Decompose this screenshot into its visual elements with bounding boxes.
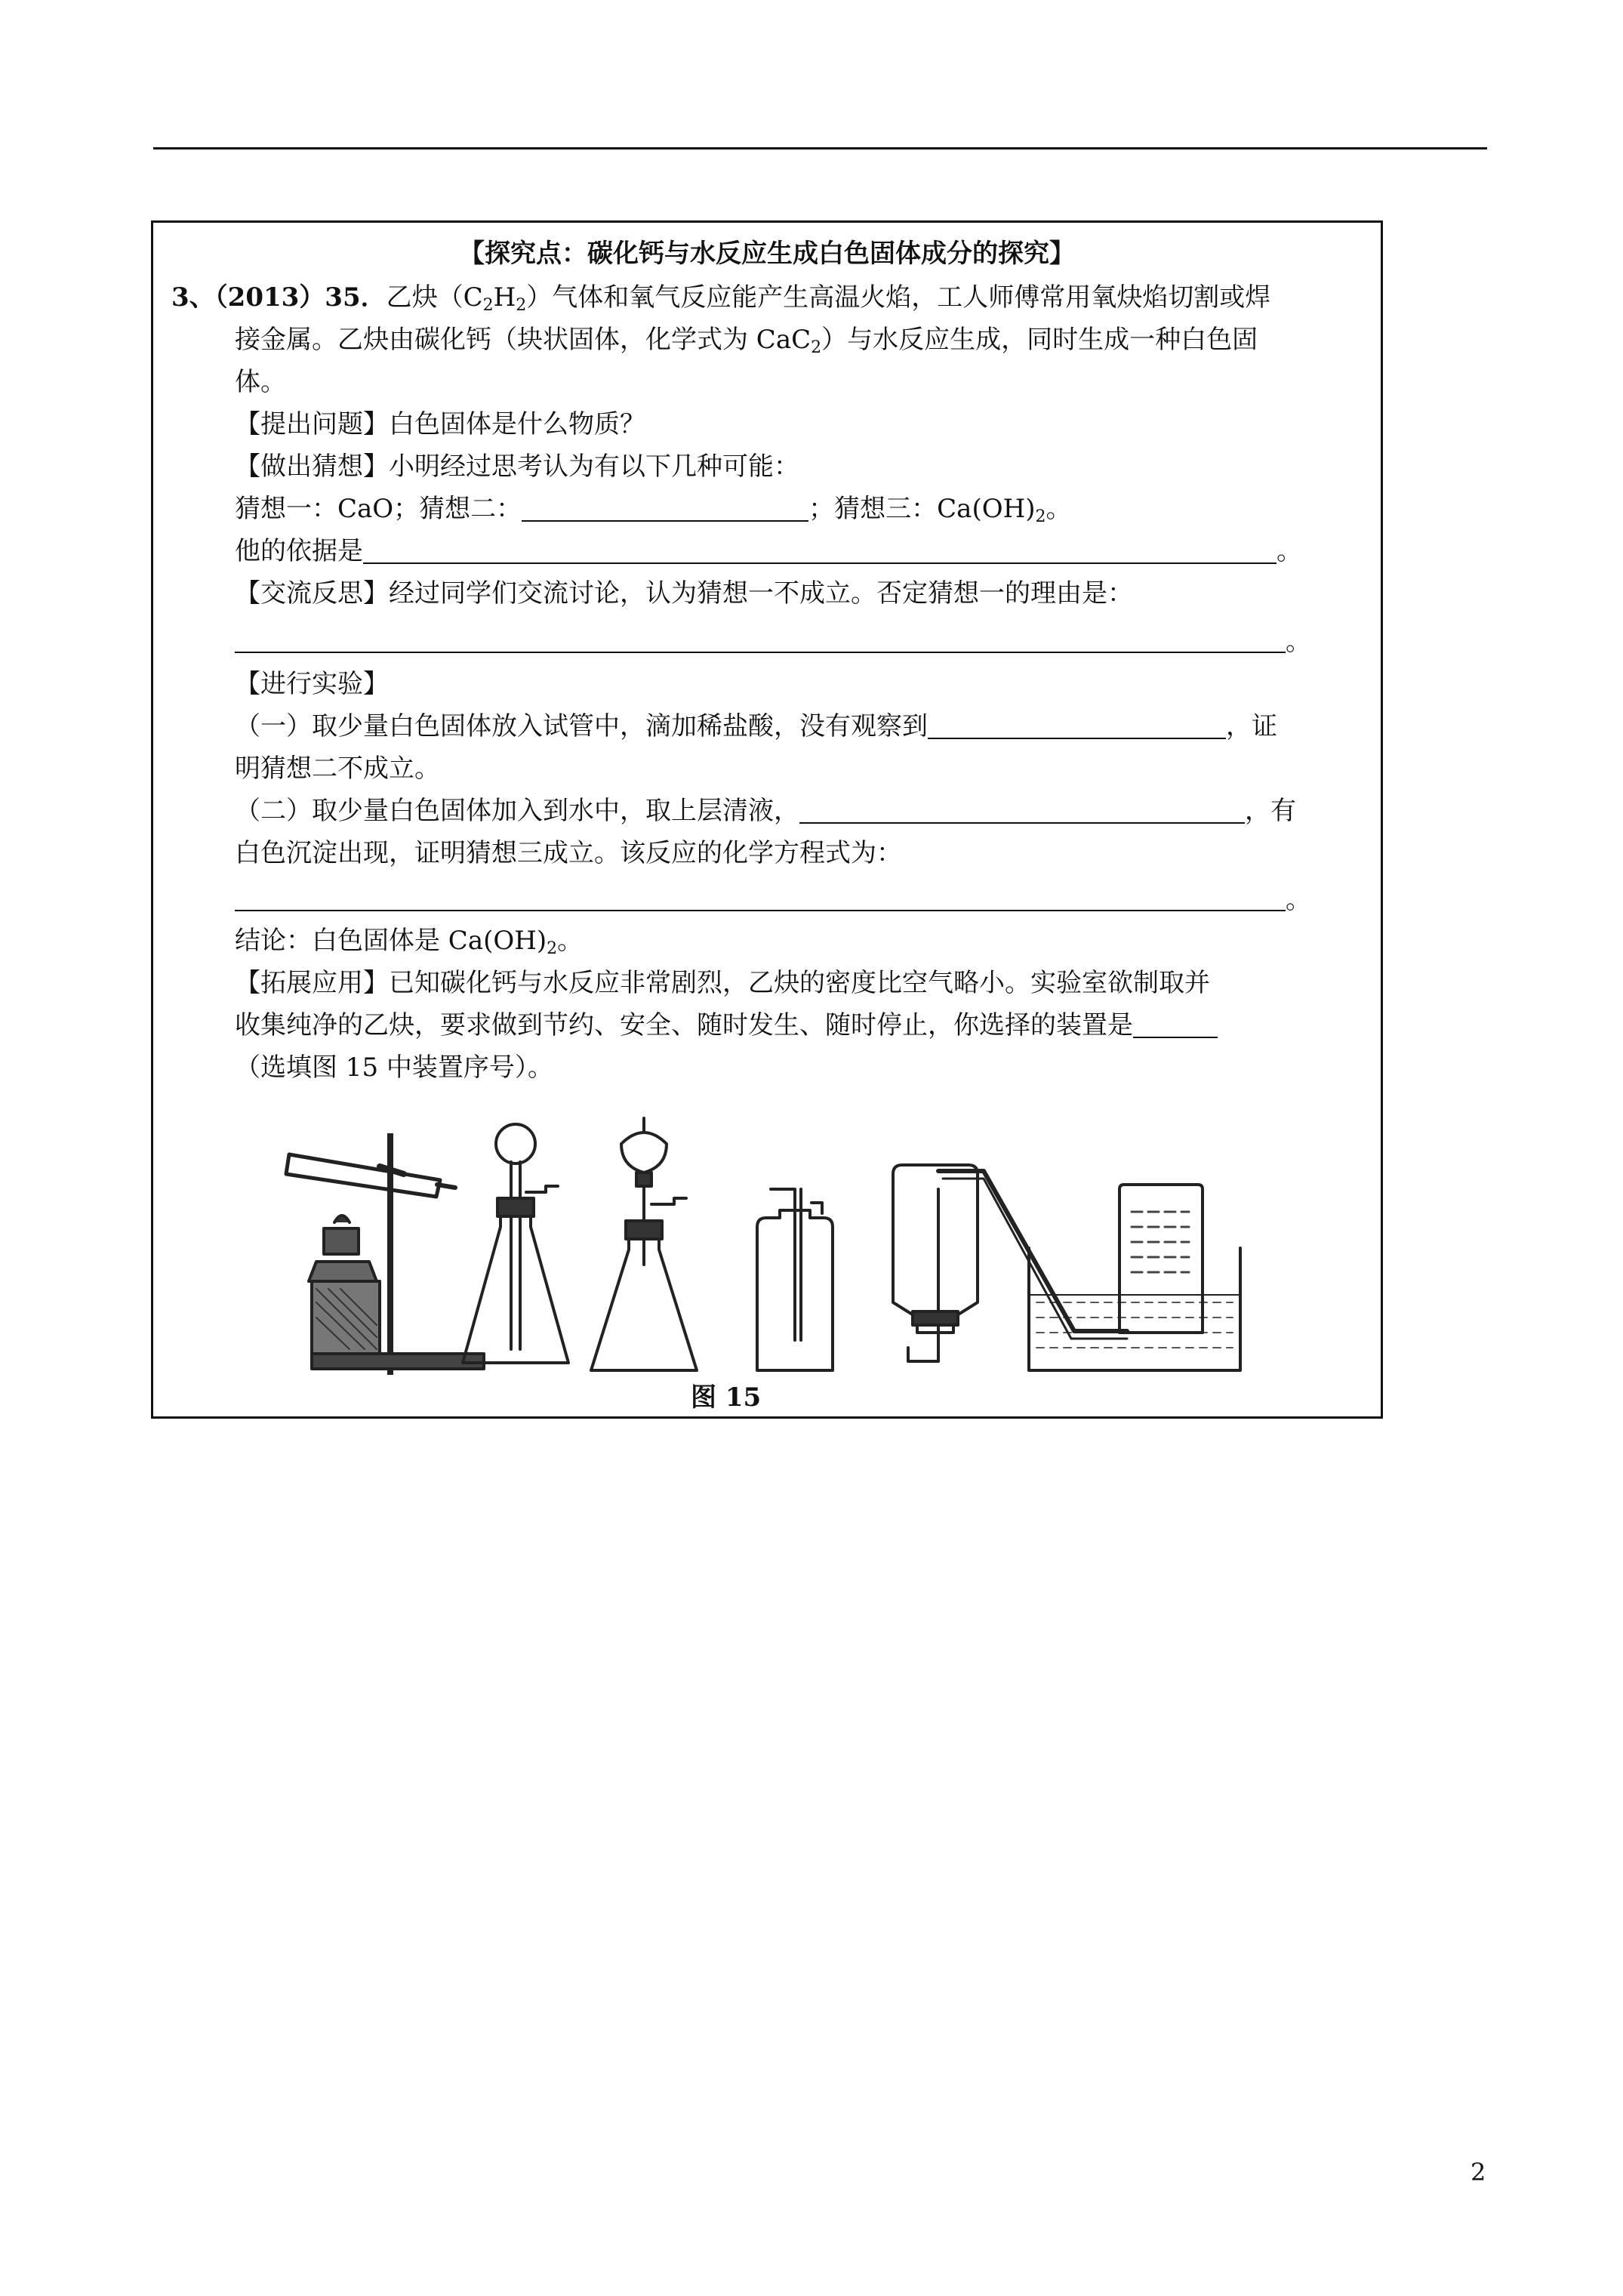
apparatus-flask-separatory xyxy=(591,1118,697,1370)
apparatus-figure xyxy=(229,1114,1316,1401)
question-box xyxy=(151,220,1383,1419)
step2-line-1: （二）取少量白色固体加入到水中，取上层清液， ，有 xyxy=(235,796,1296,826)
question-line-3: 体。 xyxy=(235,367,286,397)
extension-line-3: （选填图 15 中装置序号）。 xyxy=(235,1052,553,1083)
section-title: 【探究点：碳化钙与水反应生成白色固体成分的探究】 xyxy=(459,239,1075,269)
apparatus-gas-bottle xyxy=(757,1189,833,1370)
experiment-heading: 【进行实验】 xyxy=(235,669,389,699)
answer-blank-guess2[interactable] xyxy=(522,493,808,522)
step1-line-2: 明猜想二不成立。 xyxy=(235,754,440,784)
answer-blank-step1[interactable] xyxy=(928,710,1226,739)
figure-caption: 图 15 xyxy=(691,1382,762,1413)
apparatus-flask-funnel xyxy=(463,1124,568,1363)
extension-line-1: 【拓展应用】已知碳化钙与水反应非常剧烈，乙炔的密度比空气略小。实验室欲制取并 xyxy=(235,968,1210,998)
answer-blank-reflection[interactable] xyxy=(235,652,1286,653)
raise-question: 【提出问题】白色固体是什么物质？ xyxy=(235,409,645,439)
reflection-end: 。 xyxy=(1286,627,1311,657)
reflection-line: 【交流反思】经过同学们交流讨论，认为猜想一不成立。否定猜想一的理由是： xyxy=(235,578,1133,609)
apparatus-heating-tube xyxy=(286,1133,484,1375)
answer-blank-device[interactable] xyxy=(1133,1009,1218,1038)
conclusion-line: 结论：白色固体是 $Ca(OH)_2$。 xyxy=(235,926,584,958)
basis-line: 他的依据是 。 xyxy=(235,536,1302,566)
answer-blank-equation[interactable] xyxy=(235,910,1286,911)
extension-line-2: 收集纯净的乙炔，要求做到节约、安全、随时发生、随时停止，你选择的装置是 xyxy=(235,1008,1218,1043)
question-line-2: 接金属。乙炔由碳化钙（块状固体，化学式为 CaC$_2$）与水反应生成，同时生成一种白色固 xyxy=(235,325,1258,357)
apparatus-inverted-bottle xyxy=(893,1165,978,1361)
answer-blank-basis[interactable] xyxy=(363,535,1277,564)
apparatus-water-trough xyxy=(938,1171,1240,1370)
header-rule xyxy=(153,147,1487,149)
question-line-1: 3、（2013）35．乙炔$(C_2H_2)$气体和氧气反应能产生高温火焰，工人师傅常用氧炔焰切割或焊 xyxy=(171,282,1271,315)
hypothesis-line: 猜想一：CaO；猜想二： ；猜想三：$Ca(OH)_2$。 xyxy=(235,494,1072,526)
page-number: 2 xyxy=(1471,2158,1486,2187)
step1-line-1: （一）取少量白色固体放入试管中，滴加稀盐酸，没有观察到 ，证 xyxy=(235,711,1277,741)
equation-end: 。 xyxy=(1286,885,1311,915)
answer-blank-step2[interactable] xyxy=(799,795,1245,824)
hypothesis-intro: 【做出猜想】小明经过思考认为有以下几种可能： xyxy=(235,451,799,482)
question-number: 3、（2013）35． xyxy=(171,282,387,313)
step2-line-2: 白色沉淀出现，证明猜想三成立。该反应的化学方程式为： xyxy=(235,838,902,868)
